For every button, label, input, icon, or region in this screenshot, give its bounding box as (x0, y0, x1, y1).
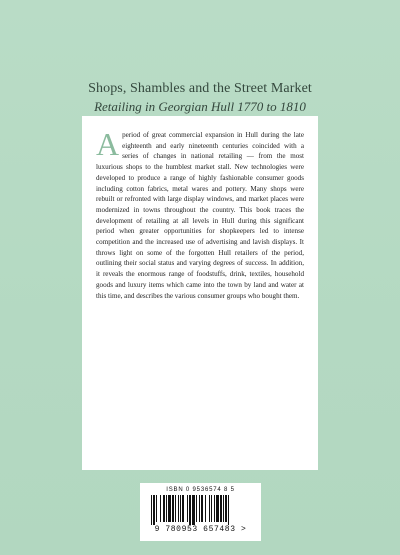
barcode-digits: 9 780953 657483 > (154, 525, 247, 534)
title-block (0, 80, 400, 115)
book-title: Shops, Shambles and the Street Market (88, 81, 312, 96)
isbn-label: ISBN 0 9536574 8 5 (166, 487, 235, 493)
barcode-box (140, 483, 261, 541)
barcode-image (149, 495, 253, 525)
blurb-paragraph (96, 126, 304, 301)
blurb-text: period of great commercial expansion in Hull during the late eighteenth and early nineteenth centuries coincided with a series of changes in national retailing — from the most luxurious shops to the humblest market stall. New technologies were developed to produce a range of highly fashionable consumer goods including cotton fabrics, metal wares and pottery. Many shops were rebuilt or refronted with large display windows, and market places were modernized in towns throughout the country. This book traces the development of retailing at all levels in Hull during this significant period when greater opportunities for shopkeepers led to intense competition and the increased use of advertising and lavish displays. It throws light on some of the forgotten Hull retailers of the period, outlining their social status and varying degrees of success. In addition, it reveals the enormous range of foodstuffs, drink, textiles, household goods and luxury items which came into the town by land and water at this time, and describes the various consumer groups who bought them. (96, 131, 304, 300)
book-subtitle: Retailing in Georgian Hull 1770 to 1810 (94, 99, 306, 114)
blurb-panel (82, 116, 318, 470)
blurb-dropcap: A (96, 126, 120, 162)
